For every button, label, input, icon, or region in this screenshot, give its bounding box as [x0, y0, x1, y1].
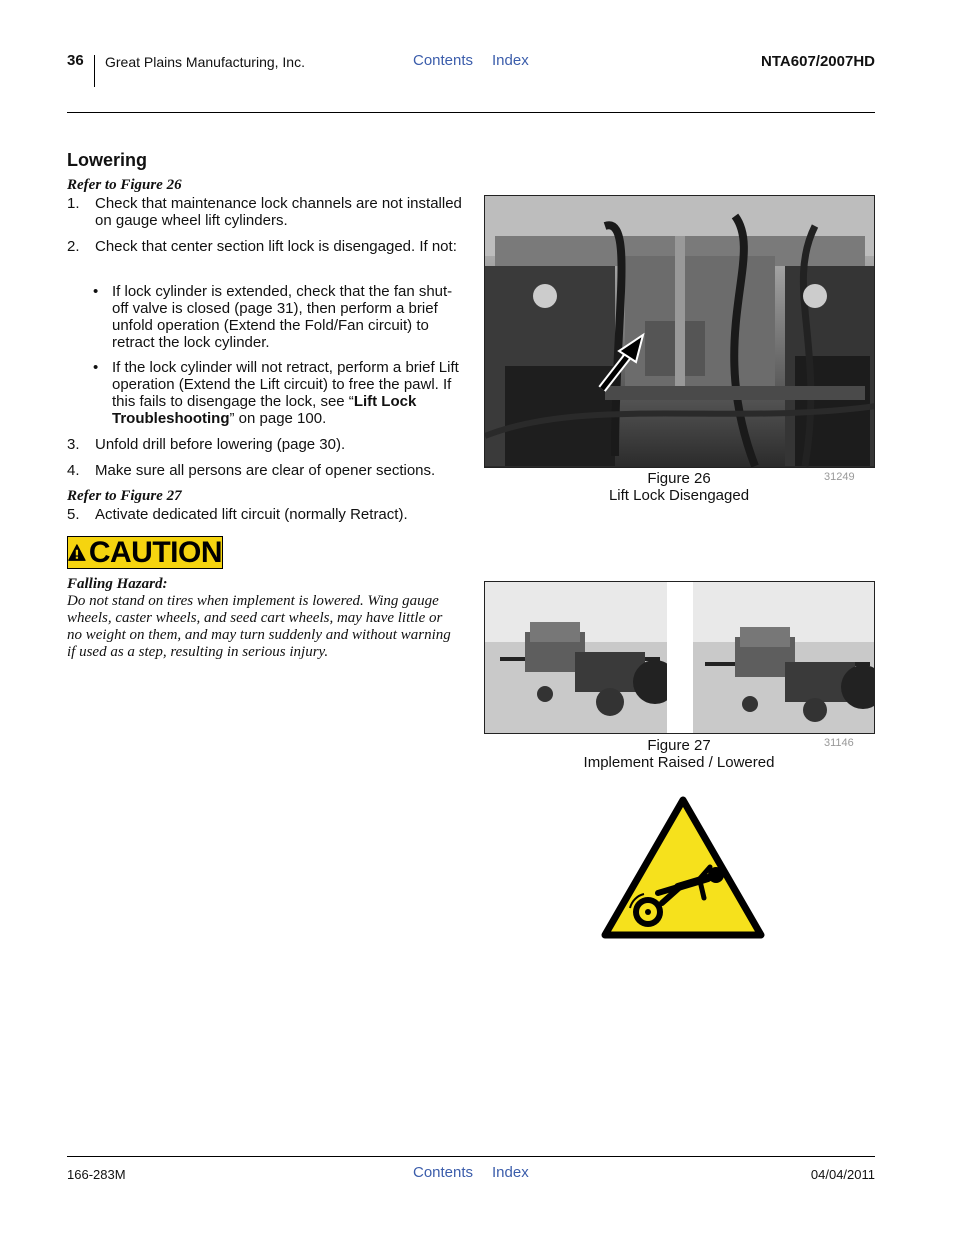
bullet-mark: •	[93, 359, 99, 376]
figure-27-caption	[484, 737, 874, 771]
step-text: Unfold drill before lowering (page 30).	[95, 436, 346, 453]
hazard-title: Falling Hazard:	[67, 576, 168, 592]
publish-date: 04/04/2011	[810, 1167, 875, 1182]
hazard-text: Do not stand on tires when implement is lowered. Wing gauge wheels, caster wheels, and seed cart wheels, may have little or no weight on them, and may turn suddenly and without warning if used as a step, resulting in serious injury.	[67, 593, 451, 660]
bullet-item	[93, 359, 463, 427]
step-1	[67, 195, 462, 229]
index-link[interactable]: Index	[492, 52, 529, 69]
troubleshooting-reference: Lift Lock Troubleshooting	[112, 393, 417, 427]
step-number: 1.	[67, 195, 80, 212]
step-2	[67, 238, 462, 255]
section-title: Lowering	[67, 150, 147, 170]
caution-word: CAUTION	[88, 535, 222, 569]
implement-raised-photo	[485, 582, 677, 734]
refer-figure-26: Refer to Figure 26	[67, 177, 182, 193]
step-number: 3.	[67, 436, 80, 453]
figure-label: Figure 26	[647, 470, 711, 487]
figure-27-photo	[484, 581, 875, 734]
figure-caption: Lift Lock Disengaged	[608, 487, 750, 504]
refer-figure-27: Refer to Figure 27	[67, 488, 182, 504]
header-rule	[67, 112, 875, 113]
step-text: Make sure all persons are clear of opener sections.	[95, 462, 436, 479]
caution-label	[67, 536, 223, 569]
step-text: Check that maintenance lock channels are not installed on gauge wheel lift cylinders.	[95, 195, 462, 229]
figure-label: Figure 27	[647, 737, 711, 754]
bullet-text: If the lock cylinder will not retract, perform a brief Lift operation (Extend the Lift circuit) to free the pawl. If this fails to disengage the lock, see “Lift Lock Troubleshooting” on page 100.	[112, 359, 459, 427]
step-number: 4.	[67, 462, 80, 479]
warning-triangle-icon	[68, 542, 86, 564]
step-3	[67, 436, 462, 453]
implement-lowered-photo	[693, 582, 875, 734]
index-link[interactable]: Index	[492, 1164, 529, 1181]
step-5	[67, 506, 462, 523]
contents-link[interactable]: Contents	[413, 1164, 474, 1181]
bullet-mark: •	[93, 283, 99, 300]
step-4	[67, 462, 462, 479]
doc-number: 166-283M	[67, 1167, 126, 1182]
step-number: 5.	[67, 506, 80, 523]
step-number: 2.	[67, 238, 80, 255]
contents-link[interactable]: Contents	[413, 52, 474, 69]
footer-rule	[67, 1156, 875, 1157]
company-name: Great Plains Manufacturing, Inc.	[105, 54, 305, 70]
falling-hazard-icon	[600, 795, 766, 942]
figure-caption: Implement Raised / Lowered	[583, 754, 775, 771]
figure-26-photo	[484, 195, 875, 468]
figure-26-caption	[484, 470, 874, 504]
figure-26-number: 31249	[824, 471, 855, 483]
header-divider	[94, 55, 95, 87]
figure-27-number: 31146	[824, 737, 854, 749]
bullet-text: If lock cylinder is extended, check that the fan shut-off valve is closed (page 31), then perform a brief unfold operation (Extend the Fold/Fan circuit) to retract the lock cylinder.	[112, 283, 453, 351]
page-number: 36	[67, 52, 84, 69]
step-text: Activate dedicated lift circuit (normally Retract).	[95, 506, 408, 523]
model-number: NTA607/2007HD	[761, 53, 875, 70]
step-text: Check that center section lift lock is disengaged. If not:	[95, 238, 457, 255]
bullet-item	[93, 283, 463, 351]
